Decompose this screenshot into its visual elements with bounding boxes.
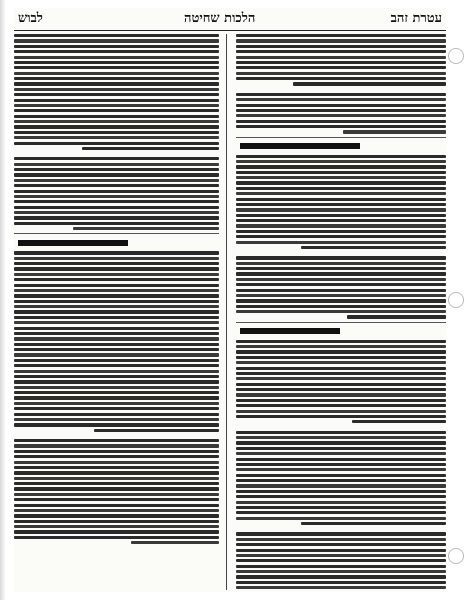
text-line <box>236 219 446 222</box>
text-line <box>236 447 446 450</box>
text-line <box>14 257 219 260</box>
text-line <box>236 495 446 498</box>
text-line <box>236 66 446 69</box>
text-line <box>236 39 446 42</box>
text-line <box>236 532 446 535</box>
text-line <box>236 289 446 292</box>
text-line <box>236 256 446 259</box>
text-line <box>236 192 446 195</box>
text-line <box>236 56 446 59</box>
text-line <box>14 294 219 297</box>
text-line <box>236 452 446 455</box>
text-line <box>236 436 446 439</box>
header-commentary-title: עטרת זהב <box>390 11 442 26</box>
text-line <box>14 77 219 80</box>
text-line <box>236 176 446 179</box>
text-line <box>14 184 219 187</box>
text-line <box>236 543 446 546</box>
text-line <box>236 214 446 217</box>
text-line <box>14 200 219 203</box>
text-line <box>14 520 219 523</box>
text-line <box>14 163 219 166</box>
text-line <box>14 316 219 319</box>
text-line <box>236 340 446 343</box>
text-line <box>236 575 446 578</box>
text-line <box>14 471 219 474</box>
page-header <box>14 8 446 31</box>
text-line <box>14 466 219 469</box>
column-divider <box>226 34 227 590</box>
text-line <box>14 514 219 517</box>
text-line <box>236 109 446 112</box>
text-line <box>236 410 446 413</box>
text-line <box>14 380 219 383</box>
text-line <box>236 272 446 275</box>
text-line <box>14 179 219 182</box>
section-heading <box>14 237 219 248</box>
text-line <box>14 195 219 198</box>
header-book-title: לבוש <box>18 11 43 26</box>
text-line <box>236 224 446 227</box>
text-line <box>236 356 446 359</box>
text-line <box>236 565 446 568</box>
text-line <box>14 423 219 426</box>
text-line <box>14 461 219 464</box>
text-line <box>236 45 446 48</box>
text-line <box>236 388 446 391</box>
text-line <box>14 39 219 42</box>
text-line <box>14 99 219 102</box>
binder-hole-top <box>448 48 464 64</box>
text-line <box>14 262 219 265</box>
text-line <box>14 310 219 313</box>
text-line <box>301 522 446 525</box>
text-line <box>236 399 446 402</box>
header-section-title: הלכות שחיטה <box>184 11 256 26</box>
text-line <box>301 246 446 249</box>
text-line <box>14 348 219 351</box>
text-line <box>14 396 219 399</box>
text-line <box>14 34 219 37</box>
text-line <box>14 125 219 128</box>
text-line <box>236 267 446 270</box>
text-line <box>236 367 446 370</box>
text-line <box>14 375 219 378</box>
text-line <box>236 479 446 482</box>
text-line <box>236 93 446 96</box>
text-line <box>236 203 446 206</box>
text-line <box>14 82 219 85</box>
text-line <box>14 88 219 91</box>
text-line <box>236 310 446 313</box>
section-rule <box>236 322 446 323</box>
text-line <box>236 415 446 418</box>
text-line <box>14 477 219 480</box>
text-line <box>14 439 219 442</box>
section-heading <box>236 326 446 337</box>
text-line <box>14 509 219 512</box>
text-line <box>347 315 446 318</box>
text-line <box>236 501 446 504</box>
text-line <box>236 458 446 461</box>
text-line <box>236 283 446 286</box>
text-line <box>236 278 446 281</box>
text-line <box>236 50 446 53</box>
text-line <box>14 402 219 405</box>
text-line <box>236 361 446 364</box>
text-line <box>14 413 219 416</box>
text-line <box>14 321 219 324</box>
text-line <box>14 289 219 292</box>
text-line <box>14 482 219 485</box>
text-line <box>73 227 219 230</box>
text-line <box>236 570 446 573</box>
text-line <box>236 372 446 375</box>
text-line <box>82 147 219 150</box>
text-line <box>14 327 219 330</box>
text-line <box>14 444 219 447</box>
text-line <box>236 490 446 493</box>
text-line <box>236 393 446 396</box>
text-line <box>236 160 446 163</box>
text-line <box>14 190 219 193</box>
text-line <box>236 463 446 466</box>
text-line <box>236 61 446 64</box>
text-line <box>236 181 446 184</box>
left-text-column <box>14 34 219 590</box>
text-line <box>14 115 219 118</box>
text-line <box>236 294 446 297</box>
text-line <box>14 216 219 219</box>
binder-hole-bottom <box>448 548 464 564</box>
text-line <box>14 278 219 281</box>
text-line <box>236 559 446 562</box>
text-line <box>236 262 446 265</box>
text-line <box>14 493 219 496</box>
text-line <box>14 50 219 53</box>
text-line <box>14 343 219 346</box>
text-line <box>14 173 219 176</box>
text-line <box>14 66 219 69</box>
text-line <box>236 187 446 190</box>
text-line <box>14 337 219 340</box>
text-line <box>236 125 446 128</box>
text-line <box>236 484 446 487</box>
text-line <box>236 441 446 444</box>
text-line <box>14 536 219 539</box>
text-line <box>236 235 446 238</box>
text-line <box>94 429 219 432</box>
text-line <box>236 114 446 117</box>
text-line <box>236 120 446 123</box>
text-line <box>236 581 446 584</box>
text-line <box>236 350 446 353</box>
text-line <box>236 241 446 244</box>
text-line <box>14 450 219 453</box>
text-line <box>14 120 219 123</box>
text-line <box>236 554 446 557</box>
text-line <box>14 251 219 254</box>
text-line <box>14 61 219 64</box>
text-line <box>236 104 446 107</box>
text-line <box>14 359 219 362</box>
text-line <box>14 332 219 335</box>
text-line <box>352 420 447 423</box>
text-line <box>14 391 219 394</box>
text-line <box>14 353 219 356</box>
text-line <box>236 198 446 201</box>
text-line <box>14 72 219 75</box>
text-line <box>236 586 446 589</box>
text-line <box>236 506 446 509</box>
text-line <box>236 431 446 434</box>
text-line <box>236 468 446 471</box>
text-line <box>236 538 446 541</box>
text-line <box>236 517 446 520</box>
text-line <box>236 34 446 37</box>
text-line <box>14 157 219 160</box>
text-line <box>236 155 446 158</box>
text-line <box>236 305 446 308</box>
text-line <box>14 168 219 171</box>
text-line <box>14 222 219 225</box>
text-line <box>14 455 219 458</box>
text-line <box>236 404 446 407</box>
text-line <box>236 345 446 348</box>
text-line <box>14 407 219 410</box>
section-rule <box>236 137 446 138</box>
text-line <box>14 131 219 134</box>
text-line <box>14 487 219 490</box>
section-rule <box>14 233 219 234</box>
book-page <box>14 8 446 592</box>
paragraph-gap <box>236 426 446 431</box>
text-line <box>236 171 446 174</box>
text-line <box>343 130 446 133</box>
text-line <box>14 93 219 96</box>
text-line <box>14 418 219 421</box>
text-line <box>236 208 446 211</box>
text-line <box>236 377 446 380</box>
text-line <box>236 549 446 552</box>
text-line <box>236 474 446 477</box>
text-line <box>131 541 219 544</box>
text-line <box>14 364 219 367</box>
text-line <box>236 383 446 386</box>
text-line <box>14 498 219 501</box>
text-line <box>14 267 219 270</box>
text-line <box>14 284 219 287</box>
text-line <box>236 77 446 80</box>
text-line <box>293 82 446 85</box>
text-line <box>236 299 446 302</box>
text-line <box>236 165 446 168</box>
text-line <box>14 273 219 276</box>
text-line <box>236 98 446 101</box>
right-text-column <box>236 34 446 590</box>
text-line <box>14 136 219 139</box>
text-line <box>14 211 219 214</box>
text-line <box>236 72 446 75</box>
text-line <box>236 230 446 233</box>
text-line <box>14 300 219 303</box>
text-line <box>14 109 219 112</box>
text-line <box>14 305 219 308</box>
text-line <box>14 45 219 48</box>
text-line <box>14 504 219 507</box>
binder-hole-middle <box>448 292 464 308</box>
text-line <box>14 142 219 145</box>
text-line <box>14 56 219 59</box>
text-line <box>14 530 219 533</box>
text-line <box>14 525 219 528</box>
text-line <box>14 386 219 389</box>
text-line <box>14 206 219 209</box>
scan-edge-shadow <box>0 0 6 600</box>
text-line <box>236 511 446 514</box>
text-line <box>14 370 219 373</box>
section-heading <box>236 141 446 152</box>
text-line <box>14 104 219 107</box>
